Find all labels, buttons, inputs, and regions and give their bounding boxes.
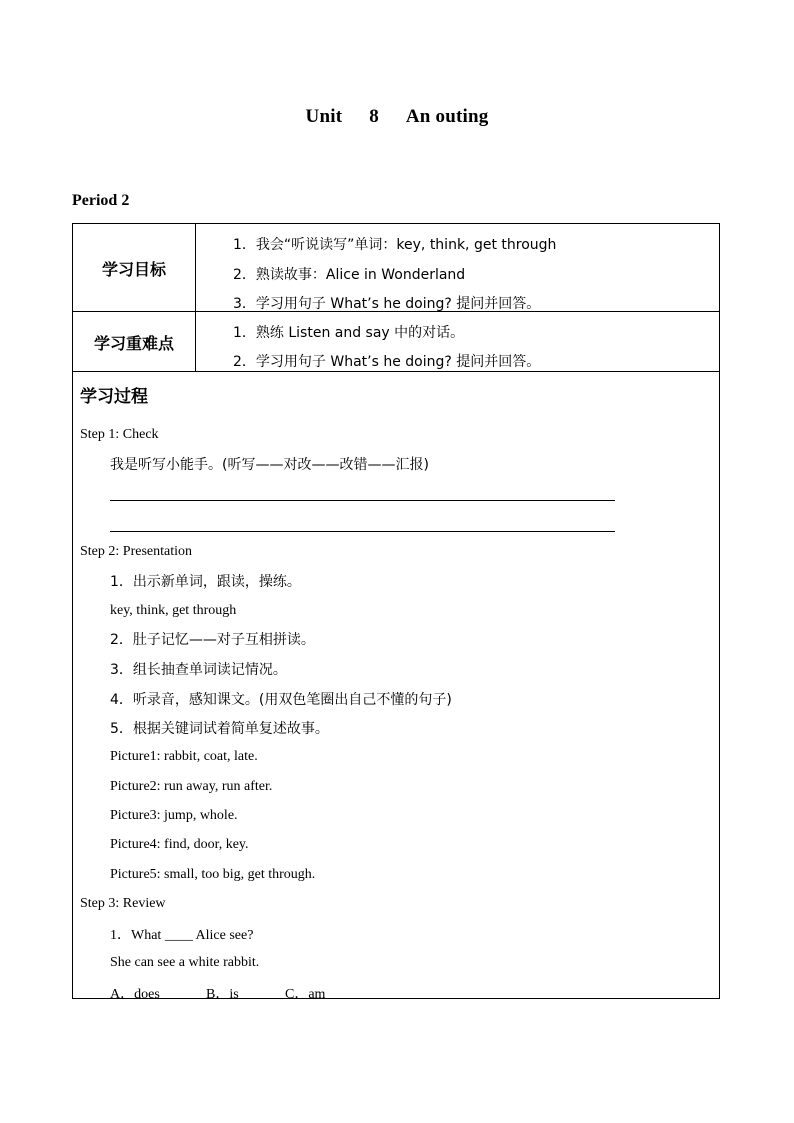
step2-item: 3．组长抽查单词读记情况。 xyxy=(110,662,287,678)
lesson-table xyxy=(72,223,720,1002)
objective-item: 3．学习用句子 What’s he doing? 提问并回答。 xyxy=(233,296,541,312)
step3-title: Step 3: Review xyxy=(80,896,166,911)
process-heading: 学习过程 xyxy=(80,387,148,407)
answer-line xyxy=(110,500,615,501)
picture-keywords: Picture1: rabbit, coat, late. xyxy=(110,749,258,764)
keypoint-item: 1．熟练 Listen and say 中的对话。 xyxy=(233,325,465,341)
keypoints-label: 学习重难点 xyxy=(93,334,174,353)
step2-item: 2．肚子记忆——对子互相拼读。 xyxy=(110,632,315,648)
picture-keywords: Picture3: jump, whole. xyxy=(110,808,238,823)
step3-option: C．am xyxy=(285,987,326,1002)
title-unit-name: An outing xyxy=(405,106,489,127)
step1-title: Step 1: Check xyxy=(80,427,159,442)
step2-item: 5．根据关键词试着简单复述故事。 xyxy=(110,721,329,737)
step3-sentence: She can see a white rabbit. xyxy=(110,955,260,970)
objectives-label: 学习目标 xyxy=(101,260,166,279)
objective-item: 2．熟读故事：Alice in Wonderland xyxy=(233,267,466,283)
objective-item: 1．我会“听说读写”单词：key, think, get through xyxy=(233,237,557,253)
period-label: Period 2 xyxy=(72,192,130,209)
row-divider xyxy=(73,371,719,372)
title-unit: Unit xyxy=(305,106,343,127)
title-unit-number: 8 xyxy=(369,106,379,127)
step1-text: 我是听写小能手。(听写——对改——改错——汇报) xyxy=(110,457,429,473)
step2-title: Step 2: Presentation xyxy=(80,544,192,559)
step2-item: 4．听录音，感知课文。(用双色笔圈出自己不懂的句子) xyxy=(110,692,452,708)
step3-option: A．does xyxy=(110,987,160,1002)
keypoint-item: 2．学习用句子 What’s he doing? 提问并回答。 xyxy=(233,354,541,370)
step2-item: 1．出示新单词，跟读，操练。 xyxy=(110,574,301,590)
answer-line xyxy=(110,531,615,532)
step2-words: key, think, get through xyxy=(110,603,237,618)
picture-keywords: Picture2: run away, run after. xyxy=(110,779,273,794)
document-title xyxy=(0,106,794,128)
step3-option: B．is xyxy=(206,987,239,1002)
picture-keywords: Picture4: find, door, key. xyxy=(110,837,249,852)
step3-question: 1．What ____ Alice see? xyxy=(110,928,254,943)
picture-keywords: Picture5: small, too big, get through. xyxy=(110,867,316,882)
column-divider xyxy=(195,224,196,371)
